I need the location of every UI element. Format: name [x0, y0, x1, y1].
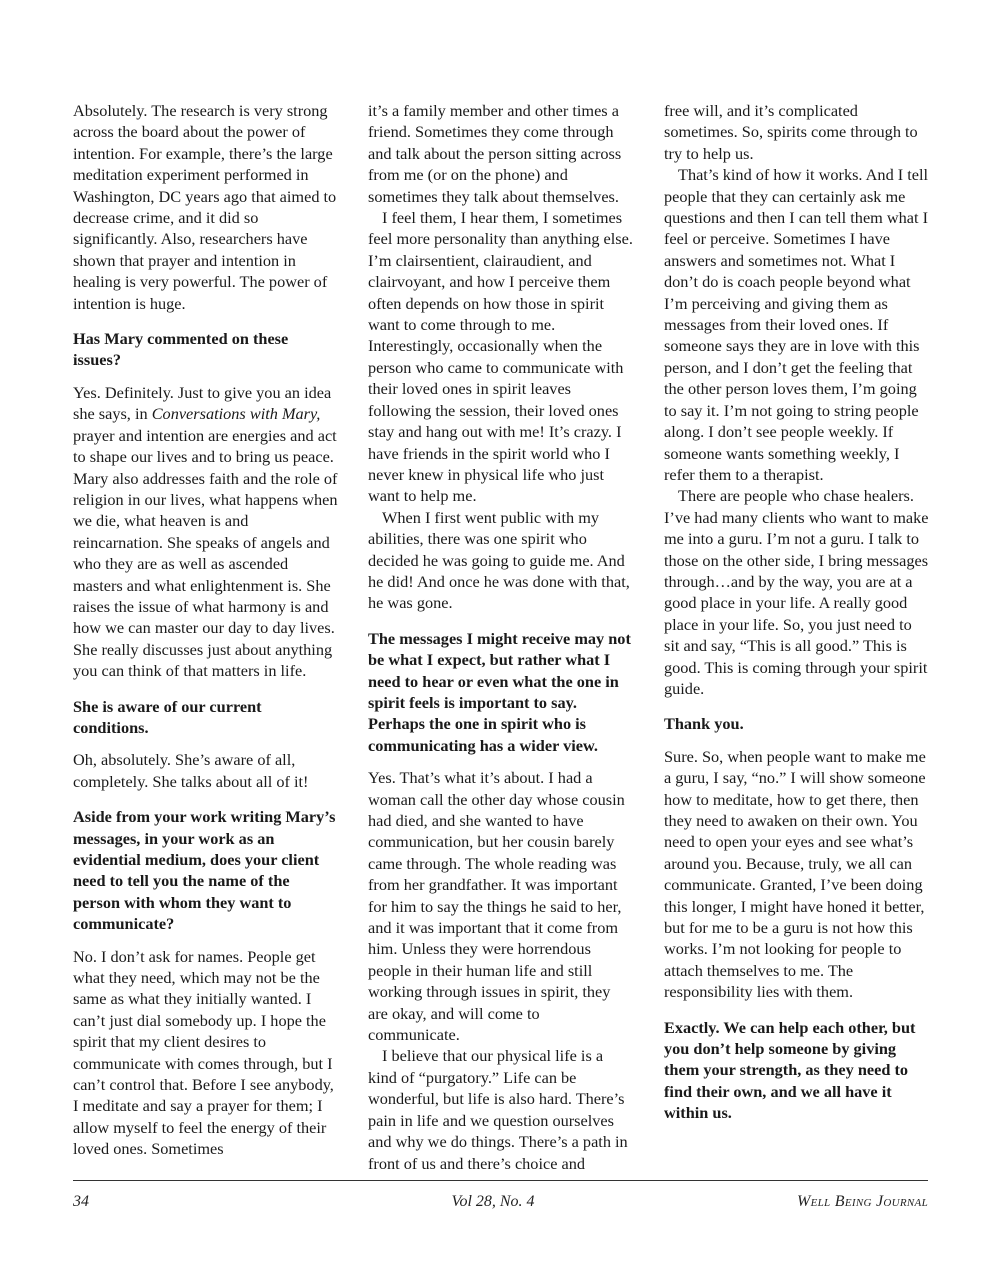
- footer-divider: [73, 1180, 928, 1181]
- answer-paragraph: There are people who chase healers. I’ve had many clients who want to make me into a guru. I’m not a guru. I talk to those on the other side, I bring messages through…and by the way, you are at a good place in your life. A really good place in your life. So, you just need to sit and say, “This is all good.” This is good. This is coming through your spirit guide.: [664, 486, 929, 698]
- article-column-2: [368, 100, 634, 1174]
- answer-paragraph: Oh, absolutely. She’s aware of all, completely. She talks about all of it!: [73, 750, 309, 791]
- answer-paragraph: free will, and it’s complicated sometimes. So, spirits come through to try to help us.: [664, 101, 918, 163]
- interview-question: Exactly. We can help each other, but you don’t help someone by giving them your strength, as they need to find their own, and we all have it within us.: [664, 1017, 916, 1123]
- answer-text: Yes. Definitely. Just to give you an idea she says, in: [73, 382, 332, 424]
- interview-question: Aside from your work writing Mary’s messages, in your work as an evidential medium, does your client need to tell you the name of the person with whom they want to communicate?: [73, 807, 336, 934]
- page-number: 34: [73, 1193, 89, 1210]
- answer-paragraph: When I first went public with my abilities, there was one spirit who decided he was going to guide me. And he did! And once he was done with that, he was gone.: [368, 507, 630, 613]
- interview-question: She is aware of our current conditions.: [73, 696, 262, 737]
- interview-question: Thank you.: [664, 714, 744, 734]
- article-column-1: [73, 100, 339, 1160]
- answer-paragraph: No. I don’t ask for names. People get what they need, which may not be the same as what they initially wanted. I can’t just dial somebody up. I hope the spirit that my client desires to communicate with comes through, but I can’t control that. Before I see anybody, I meditate and say a prayer for them; I allow myself to feel the energy of their loved ones. Sometimes: [73, 946, 334, 1159]
- interview-question: The messages I might receive may not be what I expect, but rather what I need to hear or even what the one in spirit feels is important to say. Perhaps the one in spirit who is communicating has a wider view.: [368, 628, 631, 755]
- answer-paragraph: Yes. That’s what it’s about. I had a woman call the other day whose cousin had died, and she wanted to have communication, but her cousin barely came through. The whole reading was from her grandfather. It was important for him to say the things he said to her, and it was important that it come from him. Unless they were horrendous people in their human life and still working through issues in spirit, they are okay, and will come to communicate.: [368, 768, 625, 1045]
- publication-name: Well Being Journal: [796, 1193, 928, 1210]
- interview-question: Has Mary commented on these issues?: [73, 329, 289, 370]
- book-title: Conversations with Mary,: [151, 404, 321, 424]
- answer-paragraph: That’s kind of how it works. And I tell people that they can certainly ask me questions and then I can tell them what I feel or perceive. Sometimes I have answers and sometimes not. What I don’t do is coach people beyond what I’m perceiving and giving them as messages from their loved ones. If someone says they are in love with this person, and I don’t get the feeling that the other person loves them, I’m going to say it. I’m not going to string people along. I don’t see people weekly. If someone wants something weekly, I refer them to a therapist.: [664, 165, 929, 484]
- answer-paragraph: Absolutely. The research is very strong across the board about the power of intention. For example, there’s the large meditation experiment performed in Washington, DC years ago that aimed to decrease crime, and it did so significantly. Also, researchers have shown that prayer and intention in healing is very powerful. The power of intention is huge.: [73, 101, 337, 313]
- issue-label: Vol 28, No. 4: [451, 1193, 535, 1210]
- answer-paragraph: I believe that our physical life is a kind of “purgatory.” Life can be wonderful, but life is also hard. There’s pain in life and we question ourselves and why we do things. There’s a path in front of us and there’s choice and: [368, 1046, 628, 1173]
- answer-paragraph: I feel them, I hear them, I sometimes feel more personality than anything else. I’m clairsentient, clairaudient, and clairvoyant, and how I perceive them often depends on how those in spirit want to come through to me. Interestingly, occasionally when the person who came to communicate with their loved ones in spirit leaves following the session, their loved ones stay and hang out with me! It’s crazy. I have friends in the spirit world who I never knew in physical life who just want to help me.: [368, 208, 633, 506]
- article-column-3: [664, 100, 930, 1124]
- answer-text: prayer and intention are energies and act to shape our lives and to bring us peace. Mary also addresses faith and the role of religion in our lives, what happens when we die, what heaven is and reincarnation. She speaks of angels and who they are as well as ascended masters and what enlightenment is. She raises the issue of what harmony is and how we can master our day to day lives. She really discusses just about anything you can think of that matters in life.: [73, 425, 338, 681]
- answer-paragraph: it’s a family member and other times a friend. Sometimes they come through and talk about the person sitting across from me (or on the phone) and sometimes they talk about themselves.: [368, 101, 622, 206]
- answer-paragraph: [73, 382, 339, 682]
- answer-paragraph: Sure. So, when people want to make me a guru, I say, “no.” I will show someone how to meditate, how to get there, then they need to awaken on their own. You need to open your eyes and see what’s around you. Because, truly, we all can communicate. Granted, I’ve been doing this longer, I might have honed it better, but for me to be a guru is not how this works. I’m not looking for people to attach themselves to me. The responsibility lies with them.: [664, 746, 926, 1002]
